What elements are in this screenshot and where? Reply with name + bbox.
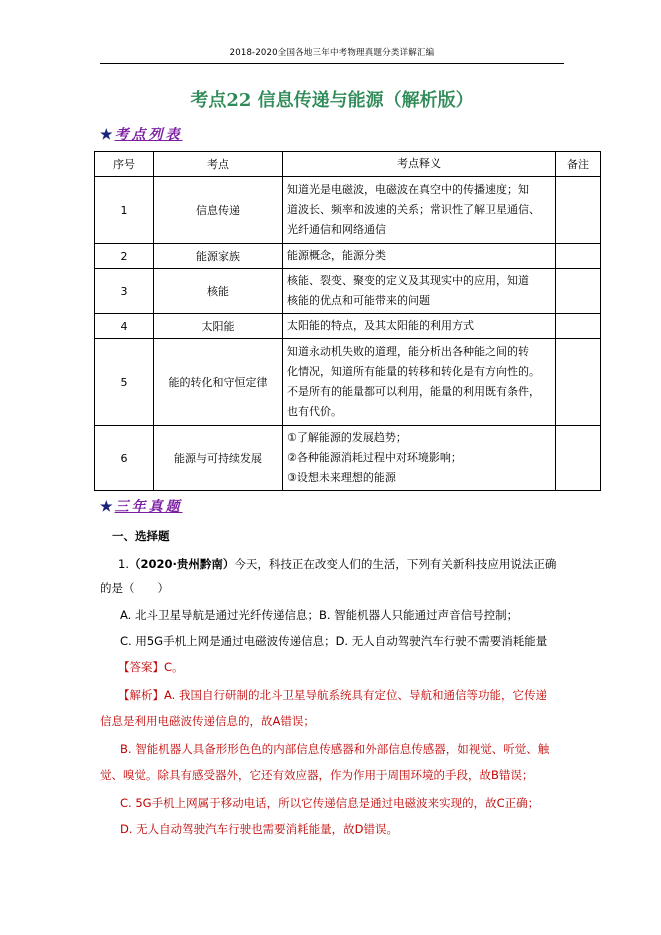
analysis-text: A. 我国自行研制的北斗卫星导航系统具有定位、导航和通信等功能，它传递 [164,688,547,702]
answer-value: C。 [164,660,184,674]
row-no: 2 [95,244,154,269]
star-icon: ★ [100,127,113,143]
row-topic: 核能 [154,269,283,314]
analysis-line [118,687,588,703]
row-note [556,314,601,339]
question-source: （2020·贵州黔南） [128,557,235,571]
page-title: 考点22 信息传递与能源（解析版） [190,90,474,111]
desc-line: 道波长、频率和波速的关系；常识性了解卫星通信、 [287,203,540,216]
page-header: 2018-2020全国各地三年中考物理真题分类详解汇编 [229,48,435,58]
analysis-label: 【解析】 [118,688,164,702]
table-row [95,177,601,244]
question-1-line1 [118,556,588,572]
desc-line: ①了解能源的发展趋势； [287,431,407,444]
points-table [94,151,601,491]
desc-line: 核能、裂变、聚变的定义及其现实中的应用，知道 [287,274,529,287]
row-note [556,244,601,269]
table-row [95,244,601,269]
analysis-line: 觉、嗅觉。除具有感受器外，它还有效应器，作为作用于周围环境的手段，故B错误； [100,768,534,782]
row-desc [283,339,556,426]
row-topic: 太阳能 [154,314,283,339]
row-note [556,177,601,244]
star-icon: ★ [100,499,113,515]
desc-line: 太阳能的特点，及其太阳能的利用方式 [287,319,474,332]
row-topic: 能源与可持续发展 [154,426,283,491]
analysis-line: D. 无人自动驾驶汽车行驶也需要消耗能量，故D错误。 [120,822,399,836]
row-no: 1 [95,177,154,244]
desc-line: 核能的优点和可能带来的问题 [287,294,430,307]
options-a-b: A. 北斗卫星导航是通过光纤传递信息；B. 智能机器人只能通过声音信号控制； [120,608,519,622]
desc-line: ②各种能源消耗过程中对环境影响； [287,451,462,464]
row-no: 5 [95,339,154,426]
answer-line [118,659,588,675]
table-row [95,314,601,339]
header-divider [100,63,564,64]
row-topic: 能的转化和守恒定律 [154,339,283,426]
col-header-topic: 考点 [154,152,283,177]
section-real-heading [100,496,183,516]
answer-label: 【答案】 [118,660,164,674]
row-no: 6 [95,426,154,491]
col-header-no: 序号 [95,152,154,177]
row-note [556,426,601,491]
section-points-label: 考点列表 [114,127,183,143]
desc-line: ③设想未来理想的能源 [287,471,396,484]
section-points-heading [100,124,183,144]
analysis-line: 信息是利用电磁波传递信息的，故A错误； [100,714,315,728]
desc-line: 知道光是电磁波，电磁波在真空中的传播速度；知 [287,183,529,196]
question-number: 1. [118,557,129,571]
analysis-line: B. 智能机器人具备形形色色的内部信息传感器和外部信息传感器，如视觉、听觉、触 [120,742,550,756]
table-row [95,426,601,491]
row-desc [283,177,556,244]
row-topic: 能源家族 [154,244,283,269]
analysis-line: C. 5G手机上网属于移动电话，所以它传递信息是通过电磁波来实现的，故C正确； [120,796,540,810]
desc-line: 不是所有的能量都可以利用，能量的利用既有条件， [287,385,540,398]
table-row [95,339,601,426]
question-stem: 今天，科技正在改变人们的生活，下列有关新科技应用说法正确 [234,557,557,571]
options-c-d: C. 用5G手机上网是通过电磁波传递信息；D. 无人自动驾驶汽车行驶不需要消耗能量 [120,634,548,648]
table-header-row [95,152,601,177]
table-row [95,269,601,314]
desc-line: 光纤通信和网络通信 [287,223,386,236]
row-no: 4 [95,314,154,339]
question-1-line2: 的是（ ） [100,581,169,595]
col-header-desc: 考点释义 [283,152,556,177]
section-real-label: 三年真题 [114,499,183,515]
row-no: 3 [95,269,154,314]
desc-line: 知道永动机失败的道理，能分析出各种能之间的转 [287,345,529,358]
col-header-note: 备注 [556,152,601,177]
row-desc [283,314,556,339]
row-desc [283,244,556,269]
row-note [556,269,601,314]
row-note [556,339,601,426]
question-section-title: 一、选择题 [112,529,170,543]
desc-line: 能源概念，能源分类 [287,249,386,262]
desc-line: 也有代价。 [287,405,342,418]
row-desc [283,426,556,491]
row-topic: 信息传递 [154,177,283,244]
row-desc [283,269,556,314]
desc-line: 化情况，知道所有能量的转移和转化是有方向性的。 [287,365,540,378]
